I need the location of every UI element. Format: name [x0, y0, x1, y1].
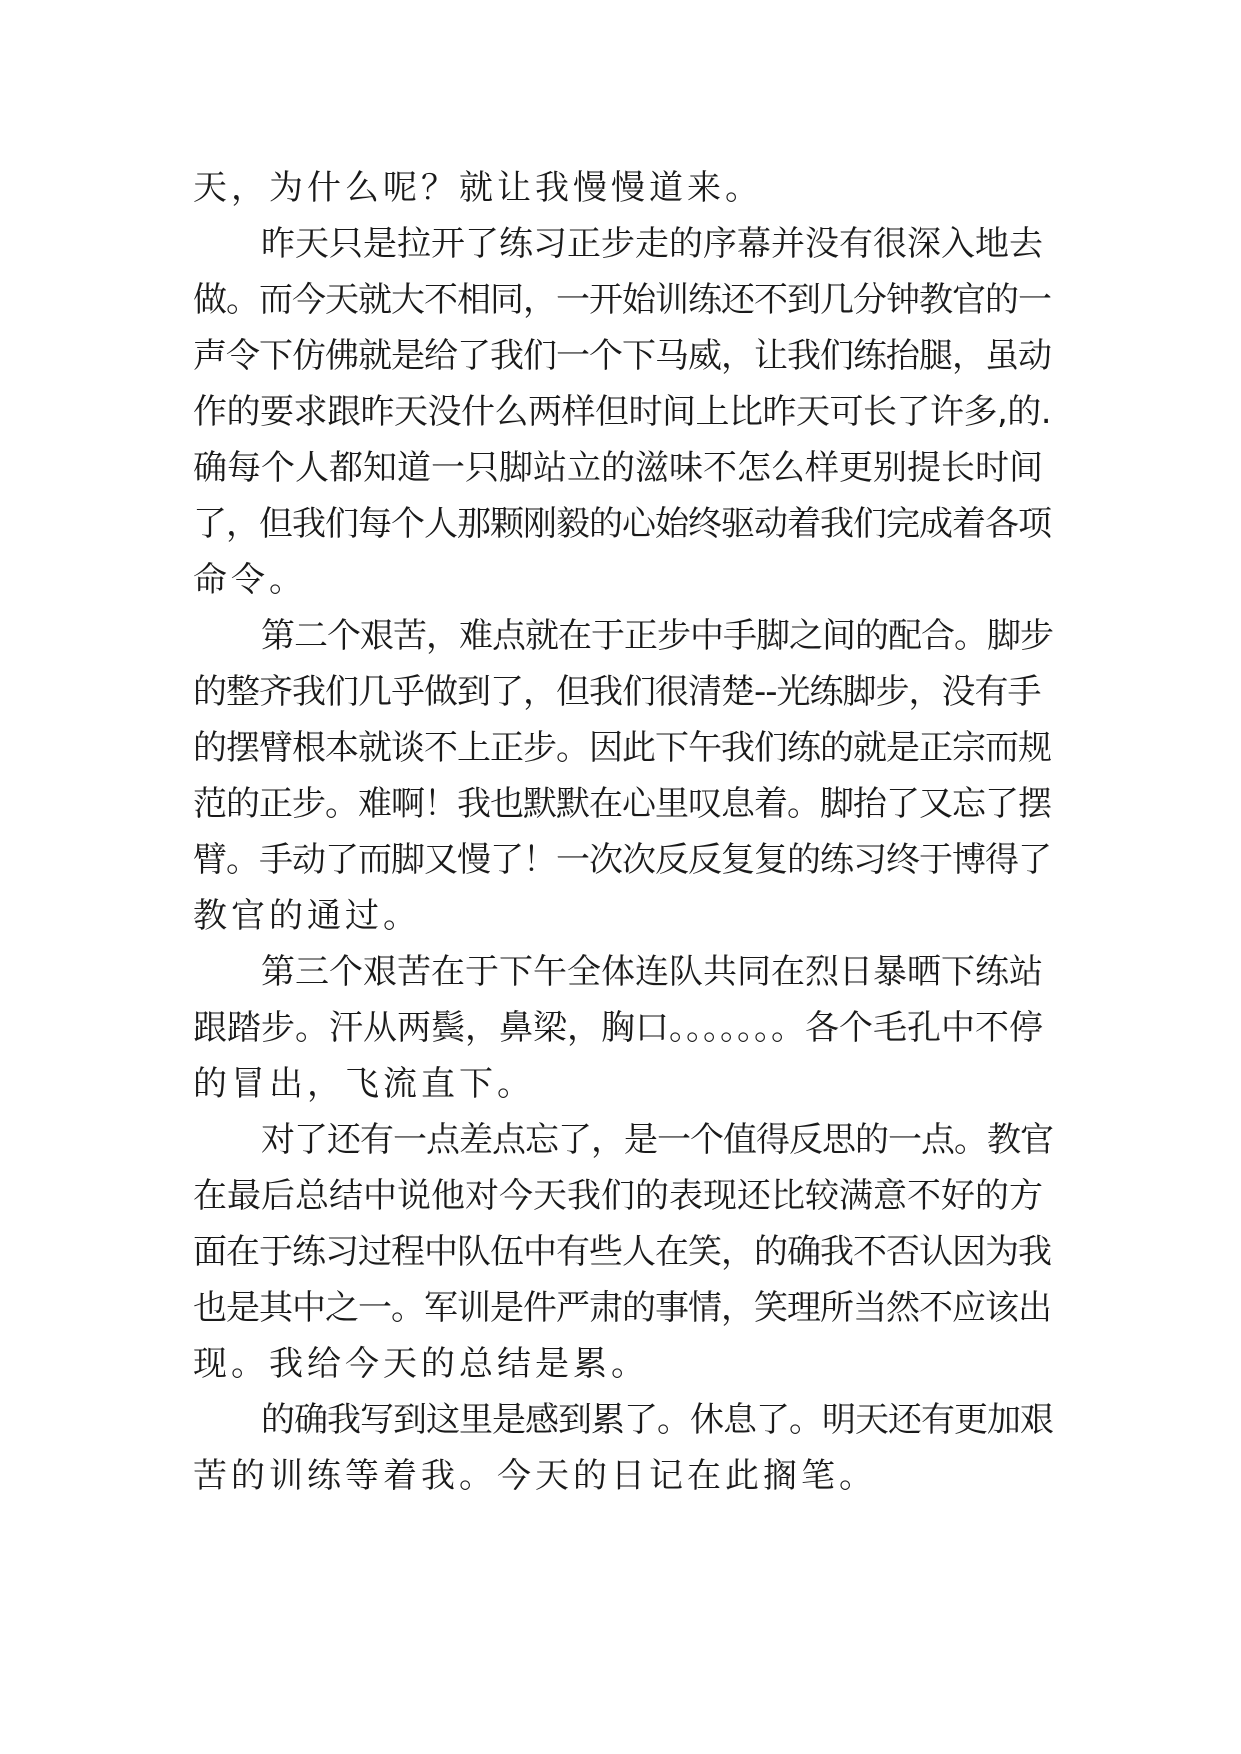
text-line: 命令。	[193, 560, 307, 600]
text-line: 的冒出，飞流直下。	[193, 1064, 535, 1104]
text-line: 在最后总结中说他对今天我们的表现还比较满意不好的方	[193, 1176, 1043, 1216]
text-line: 面在于练习过程中队伍中有些人在笑，的确我不否认因为我	[193, 1232, 1051, 1272]
text-line: 的摆臂根本就谈不上正步。因此下午我们练的就是正宗而规	[193, 728, 1051, 768]
text-line: 作的要求跟昨天没什么两样但时间上比昨天可长了许多,的.	[193, 392, 1052, 432]
text-line: 苦的训练等着我。今天的日记在此搁笔。	[193, 1456, 877, 1496]
text-line: 确每个人都知道一只脚站立的滋味不怎么样更别提长时间	[193, 448, 1043, 488]
diary-text-body	[193, 160, 1053, 1504]
text-line: 范的正步。难啊！我也默默在心里叹息着。脚抬了又忘了摆	[193, 784, 1051, 824]
text-line: 对了还有一点差点忘了，是一个值得反思的一点。教官	[261, 1120, 1053, 1160]
text-line: 臂。手动了而脚又慢了！一次次反反复复的练习终于博得了	[193, 840, 1051, 880]
text-line: 第三个艰苦在于下午全体连队共同在烈日暴晒下练站	[261, 952, 1043, 992]
text-line: 教官的通过。	[193, 896, 421, 936]
text-line: 了，但我们每个人那颗刚毅的心始终驱动着我们完成着各项	[193, 504, 1051, 544]
text-line: 第二个艰苦，难点就在于正步中手脚之间的配合。脚步	[261, 616, 1053, 656]
text-line: 昨天只是拉开了练习正步走的序幕并没有很深入地去	[261, 224, 1043, 264]
text-line: 做。而今天就大不相同，一开始训练还不到几分钟教官的一	[193, 280, 1051, 320]
text-line: 跟踏步。汗从两鬓，鼻梁，胸口。。。。。。。各个毛孔中不停	[193, 1008, 1043, 1048]
text-line: 也是其中之一。军训是件严肃的事情，笑理所当然不应该出	[193, 1288, 1051, 1328]
text-line: 现。我给今天的总结是累。	[193, 1344, 649, 1384]
text-line: 的整齐我们几乎做到了，但我们很清楚--光练脚步，没有手	[193, 672, 1041, 712]
text-line: 声令下仿佛就是给了我们一个下马威，让我们练抬腿，虽动	[193, 336, 1051, 376]
text-line: 天，为什么呢？就让我慢慢道来。	[193, 168, 763, 208]
text-line: 的确我写到这里是感到累了。休息了。明天还有更加艰	[261, 1400, 1053, 1440]
